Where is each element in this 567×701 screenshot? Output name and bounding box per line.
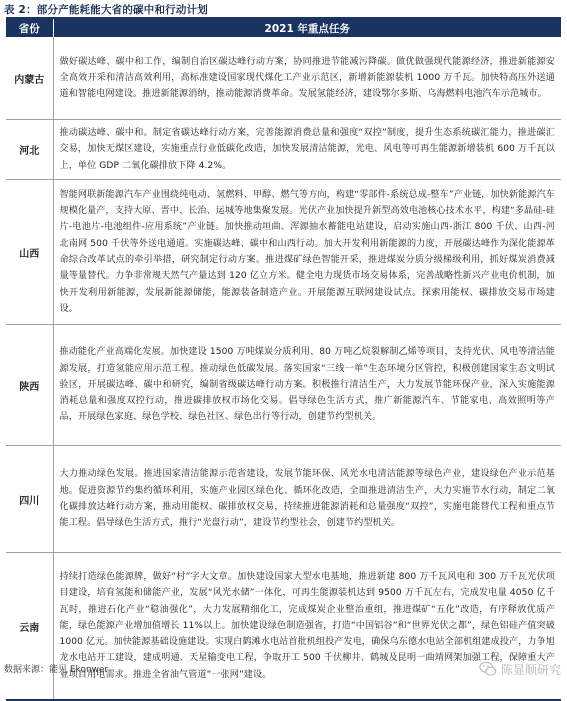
task-cell: 大力推动绿色发展。推进国家清洁能源示范省建设，发展节能环保、风光水电清洁能源等绿色产业，建设绿色产业示范基地。促进资源节约集约循环利用，实施产业园区绿色化、循环化改造，全面推进清洁生产，大力实施节水行动，制定二氧化碳排放达峰行动方案，推动用能权、碳排放权交易，持续推进能源消耗和总量强度“双控”，实施电能替代工程和重点节能工程。倡导绿色生活方式，推行“光盘行动”，建设节约型社会，创建节约型机关。 bbox=[53, 446, 561, 553]
task-cell: 智能网联新能源汽车产业围绕纯电动、氢燃料、甲醇、燃气等方向，构建“零部件-系统总成-整车”产业链，加快新能源汽车规模化量产，支持大原、晋中、长治、运城等地集聚发展。光伏产业加快提升新型高效电池核心技术水平，构建“多晶硅-硅片-电池片-电池组件-应用系统”产业链。加快推动垣曲、浑源抽水蓄能电站建设，启动实施山西-浙江 800 千伏、山西-河北南网 500 千伏等外送电通道。实施碳达峰、碳中和山西行动。加大开发利用新能源的力度，开展碳达峰作为深化能源革命综合改革试点的牵引举措，研究制定行动方案。推进煤矿绿色智能开采，推进煤炭分质分级梯级利用，抓好煤炭消费减量等量替代。力争非常规天然气产量达到 120 亿立方米。健全电力现货市场交易体系，完善战略性新兴产业电价机制，加快开发利用新能源，发展新能源储能，能源装备制造产业。开展能源互联网建设试点。探索用能权、碳排放交易市场建设。 bbox=[53, 180, 561, 325]
table-row bbox=[6, 120, 561, 180]
table-row bbox=[6, 180, 561, 325]
province-cell: 陕西 bbox=[6, 325, 53, 446]
task-cell: 推动能化产业高端化发展。加快建设 1500 万吨煤炭分质利用、80 万吨乙烷裂解制乙烯等项目，支持光伏、风电等清洁能源发展，打造氢能应用示范工程。推动绿色低碳发展。落实国家“三线一单”生态环境分区管控，积极创建国家生态文明试验区，开展碳达峰、碳中和研究，编制省级碳达峰行动方案。积极推行清洁生产，大力发展节能环保产业，深入实施能源消耗总量和强度双控行动，推进碳排放权市场化交易。倡导绿色生活方式，推广新能源汽车、节能家电、高效照明等产品，开展绿色家庭、绿色学校、绿色社区、绿色出行等行动，创建节约型机关。 bbox=[53, 325, 561, 446]
wechat-icon bbox=[479, 660, 497, 678]
source-note: 数据来源：能见 Ekonwer bbox=[4, 665, 109, 675]
province-cell: 四川 bbox=[6, 446, 53, 553]
task-cell: 推动碳达峰、碳中和。制定省碳达峰行动方案，完善能源消费总量和强度“双控”制度，提升生态系统碳汇能力，推进碳汇交易，加快无煤区建设，实施重点行业低碳化改造，加快发展清洁能源，光电、风电等可再生能源新增装机 600 万千瓦以上，单位 GDP 二氧化碳排放下降 4.2%。 bbox=[53, 120, 561, 180]
header-province: 省份 bbox=[6, 19, 53, 37]
province-cell: 内蒙古 bbox=[6, 37, 53, 120]
table-caption: 表 2：部分产能耗能大省的碳中和行动计划 bbox=[4, 4, 208, 16]
table-row bbox=[6, 553, 561, 701]
carbon-plan-table bbox=[6, 19, 561, 701]
province-cell: 山西 bbox=[6, 180, 53, 325]
table-row bbox=[6, 325, 561, 446]
table-row bbox=[6, 446, 561, 553]
task-cell: 持续打造绿色能源牌，做好“村”字大文章。加快建设国家大型水电基地，推进新建 800 万千瓦风电和 300 万千瓦光伏项目建设，培育氢能和储能产业，发展“风光水储”一体化，可再生能源装机达到 9500 万千瓦左右，完成发电量 4050 亿千瓦时，推进石化产业“稳油强化”，大力发展精细化工，完成煤炭企业整治重组，推进煤矿“五化”改造，有序释放优质产能，绿色能源产业增加值增长 11%以上。加快建设绿色制造强省，打造“中国铝谷”和“世界光伏之都”，绿色铝硅产值突破 1000 亿元。加快能源基础设施建设。实现白鹤滩水电站首批机组投产发电，确保乌东德水电站全部机组建成投产，力争旭龙水电站开工建设，建成明通、天星输变电工程，争取开工 500 千伏柳井、鹤城及昆明一曲靖网架加强工程，保障重大产业项目用电需求。推进全省油气管道“一张网”建设。 bbox=[53, 553, 561, 701]
watermark-text: 陈显顺研究 bbox=[500, 662, 561, 677]
province-cell: 云南 bbox=[6, 553, 53, 701]
table-row bbox=[6, 37, 561, 120]
province-cell: 河北 bbox=[6, 120, 53, 180]
task-cell: 做好碳达峰、碳中和工作，编制自治区碳达峰行动方案，协同推进节能减污降碳。做优做强现代能源经济，推进新能源安全高效开采和清洁高效利用，高标准建设国家现代煤化工产业示范区，新增新能源装机 1000 万千瓦。加快特高压外送通道和智能电网建设。推进新能源消纳，推动能源消费革命。发展氢能经济，建设鄂尔多斯、乌海燃料电池汽车示范城市。 bbox=[53, 37, 561, 120]
table-header-row bbox=[6, 19, 561, 37]
watermark bbox=[479, 660, 561, 678]
header-task: 2021 年重点任务 bbox=[53, 19, 561, 37]
